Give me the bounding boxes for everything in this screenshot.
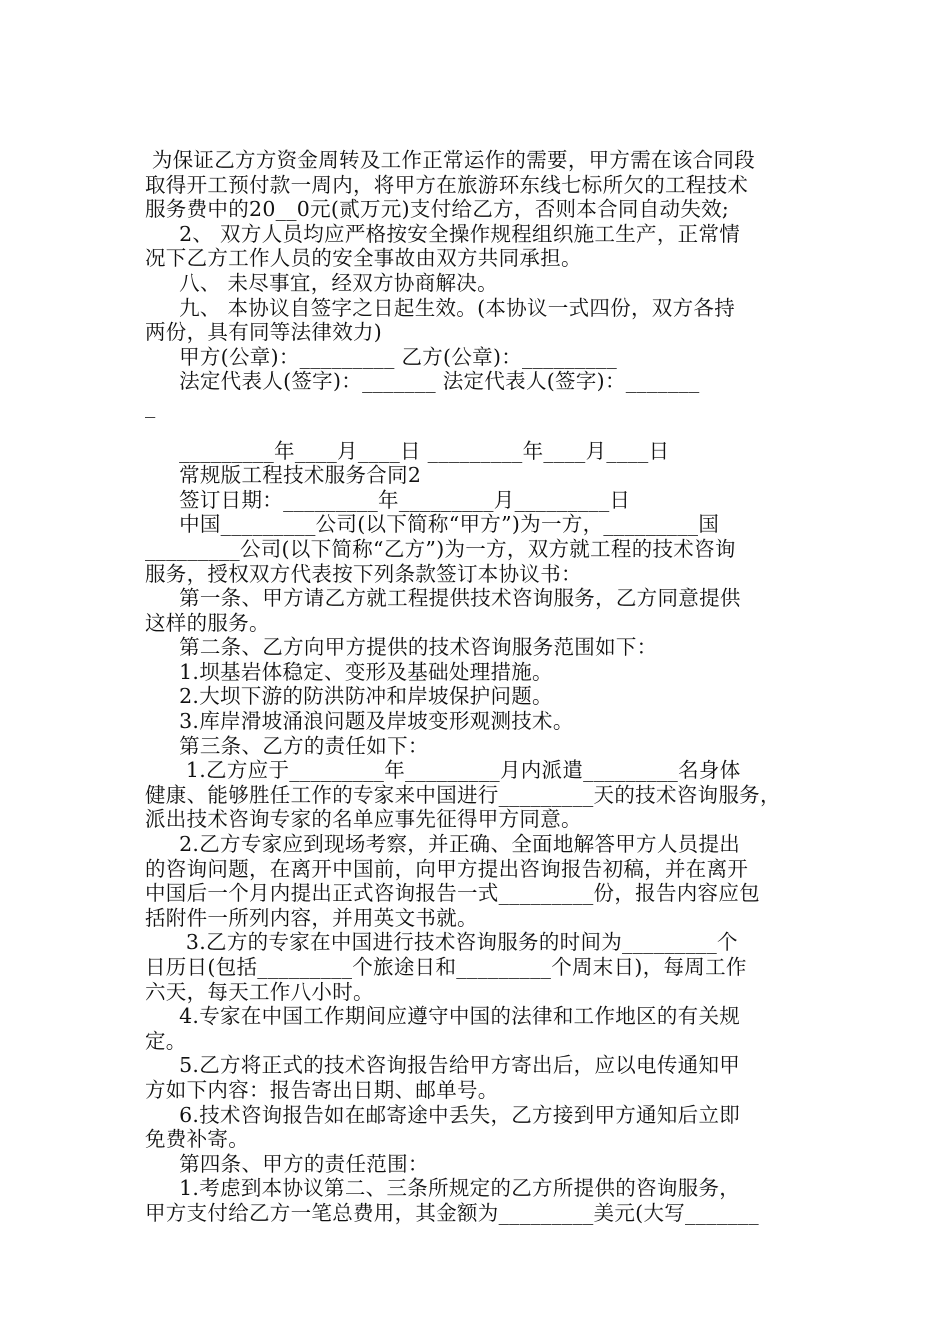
text-line: 为保证乙方方资金周转及工作正常运作的需要，甲方需在该合同段: [145, 148, 756, 172]
text-line: 第三条、乙方的责任如下：: [145, 733, 429, 758]
text-line: 定。: [145, 1028, 187, 1053]
text-line: 第一条、甲方请乙方就工程提供技术咨询服务，乙方同意提供: [145, 586, 741, 611]
signing-date: 签订日期：_________年_________月_________日: [145, 487, 631, 512]
text-line: 这样的服务。: [145, 610, 270, 635]
text-line: 4.专家在中国工作期间应遵守中国的法律和工作地区的有关规: [145, 1004, 741, 1029]
text-line: 1.乙方应于_________年_________月内派遣_________名身体: [145, 758, 741, 783]
signature-line-representative: 法定代表人(签字)：_______ 法定代表人(签字)：_______: [145, 369, 700, 394]
text-line: 3.乙方的专家在中国进行技术咨询服务的时间为_________个: [145, 930, 738, 955]
signature-line-seal: 甲方(公章)：_________ 乙方(公章)：_________: [145, 344, 617, 369]
text-line: 服务，授权双方代表按下列条款签订本协议书：: [145, 561, 582, 586]
text-line: 况下乙方工作人员的安全事故由双方共同承担。: [145, 246, 582, 271]
text-line: _________公司(以下简称“乙方”)为一方，双方就工程的技术咨询: [145, 536, 736, 561]
text-line: 2.乙方专家应到现场考察，并正确、全面地解答甲方人员提出: [145, 832, 741, 857]
signature-date-line: _________年____月____日 _________年____月____日: [145, 438, 670, 463]
text-line: 六天，每天工作八小时。: [145, 979, 374, 1004]
text-line: 6.技术咨询报告如在邮寄途中丢失，乙方接到甲方通知后立即: [145, 1102, 741, 1127]
text-line: 中国_________公司(以下简称“甲方”)为一方，_________国: [145, 512, 720, 537]
text-line: 3.库岸滑坡涌浪问题及岸坡变形观测技术。: [145, 709, 574, 734]
text-line: 九、 本协议自签字之日起生效。(本协议一式四份，双方各持: [145, 295, 735, 320]
text-line: 1.坝基岩体稳定、变形及基础处理措施。: [145, 659, 553, 684]
contract-text: [145, 148, 813, 1226]
text-line: 2、 双方人员均应严格按安全操作规程组织施工生产，正常情: [145, 221, 741, 246]
text-line: 第四条、甲方的责任范围：: [145, 1151, 429, 1176]
text-line: 日历日(包括_________个旅途日和_________个周末日)，每周工作: [145, 955, 747, 979]
text-line: 方如下内容：报告寄出日期、邮单号。: [145, 1077, 499, 1102]
text-line: 八、 未尽事宜，经双方协商解决。: [145, 270, 498, 295]
section-title: 常规版工程技术服务合同2: [145, 463, 422, 488]
text-line: 两份，具有同等法律效力): [145, 320, 383, 345]
text-line: 2.大坝下游的防洪防冲和岸坡保护问题。: [145, 684, 553, 709]
text-line: 5.乙方将正式的技术咨询报告给甲方寄出后，应以电传通知甲: [145, 1053, 741, 1078]
text-line: 中国后一个月内提出正式咨询报告一式_________份，报告内容应包: [145, 881, 760, 906]
text-line: 1.考虑到本协议第二、三条所规定的乙方所提供的咨询服务，: [145, 1176, 741, 1201]
text-line: 的咨询问题，在离开中国前，向甲方提出咨询报告初稿，并在离开: [145, 856, 749, 881]
text-line: 免费补寄。: [145, 1127, 249, 1152]
text-line: 甲方支付给乙方一笔总费用，其金额为_________美元(大写_______: [145, 1200, 759, 1225]
text-line: 服务费中的20__0元(贰万元)支付给乙方，否则本合同自动失效;: [145, 197, 730, 222]
text-line: 取得开工预付款一周内，将甲方在旅游环东线七标所欠的工程技术: [145, 172, 749, 197]
text-line: 第二条、乙方向甲方提供的技术咨询服务范围如下：: [145, 635, 658, 660]
text-line: _: [145, 393, 156, 418]
text-line: 健康、能够胜任工作的专家来中国进行_________天的技术咨询服务，: [145, 782, 781, 807]
text-line: 派出技术咨询专家的名单应事先征得甲方同意。: [145, 807, 582, 832]
spacer: [145, 419, 813, 439]
text-line: 括附件一所列内容，并用英文书就。: [145, 905, 478, 930]
